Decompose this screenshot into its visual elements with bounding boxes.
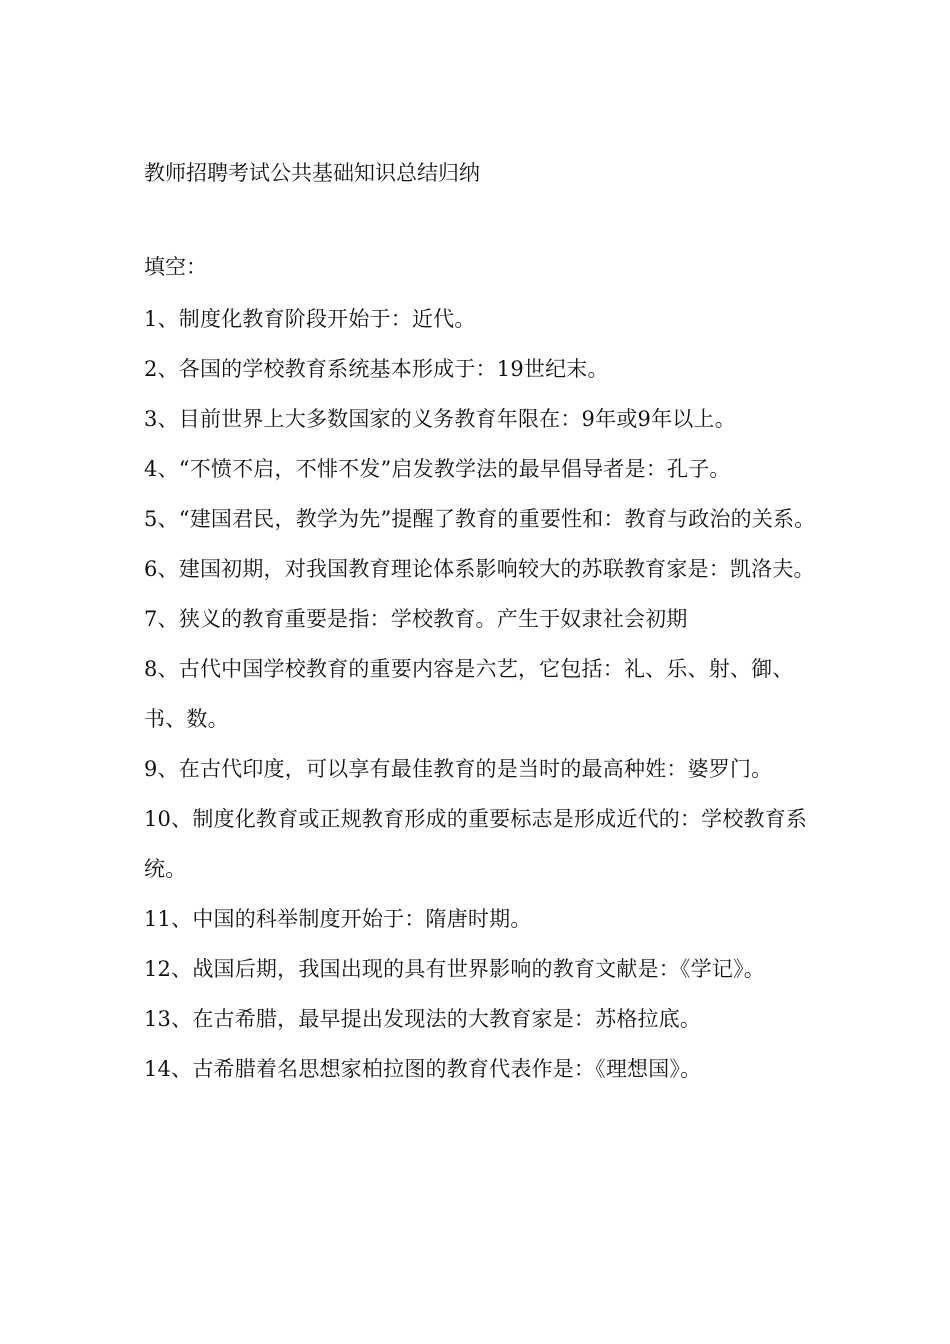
- list-item: 13、在古希腊，最早提出发现法的大教育家是：苏格拉底。: [144, 1007, 702, 1031]
- list-item: 8、古代中国学校教育的重要内容是六艺，它包括：礼、乐、射、御、书、数。: [144, 657, 794, 731]
- list-item: 5、“建国君民，教学为先”提醒了教育的重要性和：教育与政治的关系。: [144, 507, 816, 531]
- list-item: 12、战国后期，我国出现的具有世界影响的教育文献是：《学记》。: [144, 957, 765, 981]
- list-item: 10、制度化教育或正规教育形成的重要标志是形成近代的：学校教育系统。: [144, 807, 808, 881]
- section-label: 填空：: [144, 255, 207, 279]
- list-item: 9、在古代印度，可以享有最佳教育的是当时的最高种姓：婆罗门。: [144, 757, 773, 781]
- list-item: 6、建国初期，对我国教育理论体系影响较大的苏联教育家是：凯洛夫。: [144, 557, 815, 581]
- list-item: 14、古希腊着名思想家柏拉图的教育代表作是：《理想国》。: [144, 1057, 702, 1081]
- list-item: 7、狭义的教育重要是指：学校教育。产生于奴隶社会初期: [144, 607, 688, 631]
- list-item: 3、目前世界上大多数国家的义务教育年限在：9年或9年以上。: [144, 407, 736, 431]
- question-list: [144, 294, 824, 1094]
- list-item: 4、“不愤不启，不悱不发”启发教学法的最早倡导者是：孔子。: [144, 457, 731, 481]
- list-item: 1、制度化教育阶段开始于：近代。: [144, 307, 476, 331]
- list-item: 2、各国的学校教育系统基本形成于：19世纪末。: [144, 357, 609, 381]
- list-item: 11、中国的科举制度开始于：隋唐时期。: [144, 907, 532, 931]
- document-title: 教师招聘考试公共基础知识总结归纳: [144, 161, 480, 185]
